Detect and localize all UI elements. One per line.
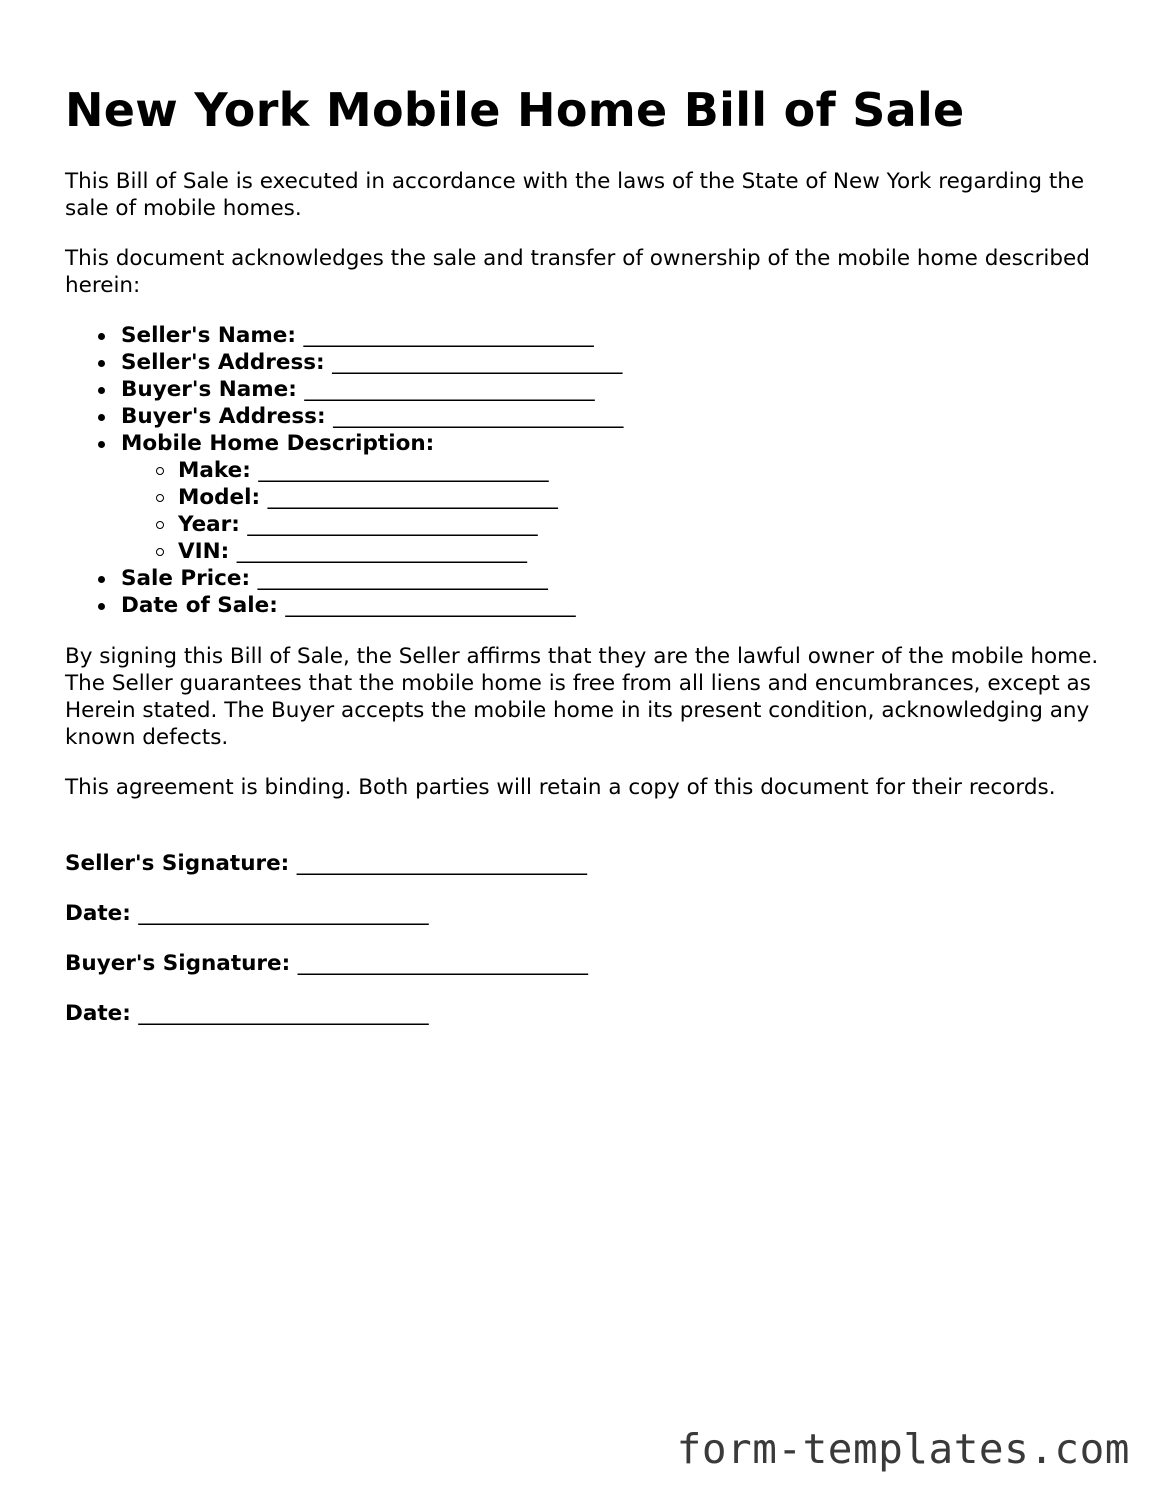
document-title: New York Mobile Home Bill of Sale <box>65 83 965 137</box>
seller-signature-blank[interactable]: ___________________________ <box>296 851 588 876</box>
field-seller-name <box>121 322 623 349</box>
field-model <box>178 484 623 511</box>
field-label: Sale Price: <box>121 566 251 591</box>
field-buyer-name <box>121 376 623 403</box>
field-seller-address <box>121 349 623 376</box>
field-sale-price <box>121 565 623 592</box>
field-label: Date: <box>65 1001 131 1026</box>
affirmation-paragraph: By signing this Bill of Sale, the Seller affirms that they are the lawful owner of the mobile home. The Seller guarantees that the mobile home is free from all liens and encumbrances, except as Herein stated. The Buyer accepts the mobile home in its present condition, acknowledging any known defects. <box>65 644 1099 750</box>
seller-date-line <box>65 900 429 927</box>
buyer-signature-blank[interactable]: ___________________________ <box>297 951 588 976</box>
buyer-date-line <box>65 1000 429 1027</box>
intro-paragraph: This Bill of Sale is executed in accordance with the laws of the State of New York regarding the sale of mobile homes. <box>65 169 1085 221</box>
field-label: Mobile Home Description: <box>121 431 435 456</box>
vin-blank[interactable]: ___________________________ <box>236 539 527 564</box>
field-label: Year: <box>178 512 240 537</box>
field-label: Make: <box>178 458 251 483</box>
sale-price-blank[interactable]: ___________________________ <box>257 566 548 591</box>
date-of-sale-blank[interactable]: ___________________________ <box>285 593 576 618</box>
seller-date-blank[interactable]: ___________________________ <box>138 901 429 926</box>
field-year <box>178 511 623 538</box>
field-label: Seller's Address: <box>121 350 325 375</box>
seller-address-blank[interactable]: ___________________________ <box>332 350 623 375</box>
acknowledgement-paragraph: This document acknowledges the sale and transfer of ownership of the mobile home described herein: <box>65 246 1090 298</box>
field-label: Buyer's Name: <box>121 377 297 402</box>
buyer-date-blank[interactable]: ___________________________ <box>138 1001 429 1026</box>
field-date-of-sale <box>121 592 623 619</box>
field-label: Date of Sale: <box>121 593 278 618</box>
make-blank[interactable]: ___________________________ <box>258 458 549 483</box>
watermark-text: form-templates.com <box>676 1425 1130 1473</box>
field-label: VIN: <box>178 539 230 564</box>
field-label: Model: <box>178 485 261 510</box>
field-label: Buyer's Address: <box>121 404 326 429</box>
field-make <box>178 457 623 484</box>
field-mobile-home-description <box>121 430 623 565</box>
binding-paragraph: This agreement is binding. Both parties will retain a copy of this document for their records. <box>65 775 1056 800</box>
buyer-name-blank[interactable]: ___________________________ <box>304 377 595 402</box>
model-blank[interactable]: ___________________________ <box>267 485 558 510</box>
buyer-address-blank[interactable]: ___________________________ <box>333 404 624 429</box>
field-label: Seller's Name: <box>121 323 296 348</box>
sale-details-list <box>65 322 623 619</box>
field-buyer-address <box>121 403 623 430</box>
field-label: Date: <box>65 901 131 926</box>
field-vin <box>178 538 623 565</box>
seller-signature-line <box>65 850 587 877</box>
buyer-signature-line <box>65 950 588 977</box>
mobile-home-description-list <box>121 457 623 565</box>
seller-name-blank[interactable]: ___________________________ <box>303 323 594 348</box>
year-blank[interactable]: ___________________________ <box>247 512 538 537</box>
field-label: Seller's Signature: <box>65 851 290 876</box>
field-label: Buyer's Signature: <box>65 951 291 976</box>
